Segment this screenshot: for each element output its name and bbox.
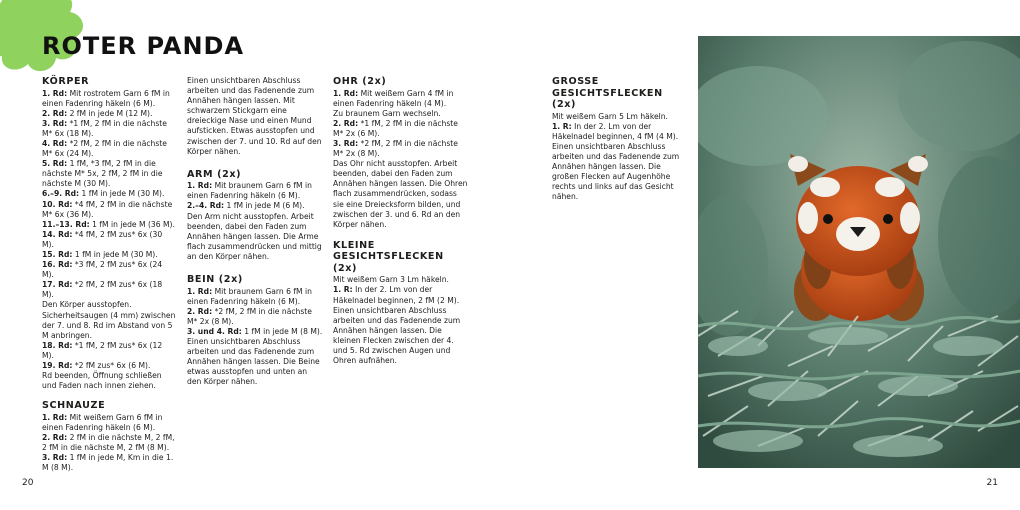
grosse-round <box>552 122 686 142</box>
bein-round <box>187 307 323 327</box>
round-text: *2 fM zus* 6x (6 M). <box>74 361 151 371</box>
round-label: 11.–13. Rd: <box>42 219 90 229</box>
round-label: 1. Rd: <box>333 88 359 98</box>
round-label: 3. Rd: <box>42 118 68 128</box>
koerper-round <box>42 159 176 189</box>
koerper-round <box>42 189 176 199</box>
round-text: Mit braunem Garn 6 fM in einen Fadenring häkeln (6 M). <box>187 286 312 306</box>
round-text: Mit weißem Garn 4 fM in einen Fadenring häkeln (4 M). <box>333 88 454 108</box>
round-label: 16. Rd: <box>42 260 73 270</box>
round-text: 1 fM, *3 fM, 2 fM in die nächste M* 5x, 2 fM, 2 fM in die nächste M (30 M). <box>42 159 163 189</box>
round-text: Mit rostrotem Garn 6 fM in einen Fadenring häkeln (6 M). <box>42 88 170 108</box>
round-text: 1 fM in jede M (8 M). <box>244 326 323 336</box>
bein-note: Einen unsichtbaren Abschluss arbeiten und das Fadenende zum Annähen hängen lassen. Die Beine etwas ausstopfen und unten an den Körper nähen. <box>187 336 320 387</box>
round-label: 18. Rd: <box>42 340 73 350</box>
round-text: 1 fM in jede M (30 M). <box>74 250 158 259</box>
round-text: 2 fM in die nächste M, 2 fM, 2 fM in die nächste M, 2 fM (8 M). <box>42 433 175 453</box>
heading-ohr: OHR (2x) <box>333 76 387 87</box>
red-panda-photo <box>698 36 1020 468</box>
page-title: ROTER PANDA <box>42 32 245 60</box>
round-label: 2.–4. Rd: <box>187 201 225 211</box>
koerper-round <box>42 139 176 159</box>
round-text: *1 fM, 2 fM in die nächste M* 2x (6 M). <box>333 118 458 138</box>
round-text: *4 fM, 2 fM in die nächste M* 6x (36 M). <box>42 199 173 219</box>
round-text: *3 fM, 2 fM zus* 6x (24 M). <box>42 260 163 280</box>
koerper-round <box>42 260 176 280</box>
round-label: 1. Rd: <box>42 412 68 422</box>
heading-bein: BEIN (2x) <box>187 274 243 285</box>
kleine-note: Einen unsichtbaren Abschluss arbeiten und das Fadenende zum Annähen hängen lassen. Die kleinen Flecken zwischen der 4. und 5. Rd zwischen Augen und Ohren aufnähen. <box>333 305 461 366</box>
arm-note: Den Arm nicht ausstopfen. Arbeit beenden, dabei den Faden zum Annähen hängen lassen. Die Arme flach zusammendrücken und mittig an den Körper nähen. <box>187 211 322 261</box>
round-text: Mit braunem Garn 6 fM in einen Fadenring häkeln (6 M). <box>187 181 312 201</box>
heading-kleine-gesichtsflecken: KLEINE GESICHTSFLECKEN (2x) <box>333 239 444 274</box>
round-text: 1 fM in jede M (30 M). <box>81 189 165 199</box>
round-label: 3. Rd: <box>333 138 359 148</box>
round-label: 2. Rd: <box>187 306 213 316</box>
column-grosse-flecken <box>552 76 686 202</box>
round-text: In der 2. Lm von der Häkelnadel beginnen, 4 fM (4 M). <box>552 121 679 141</box>
column-koerper-schnauze <box>42 76 176 473</box>
koerper-round <box>42 220 176 230</box>
round-label: 6.–9. Rd: <box>42 189 80 199</box>
column-arm-bein <box>187 76 323 387</box>
round-label: 1. Rd: <box>42 88 68 98</box>
round-text: 1 fM in jede M (6 M). <box>226 201 305 211</box>
page-number-left: 20 <box>22 478 34 488</box>
koerper-round <box>42 109 176 119</box>
schnauze-round <box>42 433 176 453</box>
round-text: Mit weißem Garn 6 fM in einen Fadenring häkeln (6 M). <box>42 412 163 432</box>
round-text: *4 fM, 2 fM zus* 6x (30 M). <box>42 229 163 249</box>
koerper-round <box>42 361 176 371</box>
koerper-end: Rd beenden, Öffnung schließen und Faden nach innen ziehen. <box>42 371 162 391</box>
heading-koerper: KÖRPER <box>42 76 90 87</box>
kleine-intro: Mit weißem Garn 3 Lm häkeln. <box>333 275 449 285</box>
kleine-round <box>333 285 469 305</box>
ohr-round <box>333 119 469 139</box>
round-text: *1 fM, 2 fM in die nächste M* 6x (18 M). <box>42 118 167 138</box>
schnauze-finish: Einen unsichtbaren Abschluss arbeiten und das Fadenende zum Annähen hängen lassen. Mit schwarzem Stickgarn eine dreieckige Nase und einen Mund aufsticken. Etwas ausstopfen und zwischen der 7. und 10. Rd auf den Körper nähen. <box>187 76 322 156</box>
koerper-round <box>42 341 176 361</box>
arm-round <box>187 181 323 201</box>
round-label: 5. Rd: <box>42 159 68 169</box>
koerper-round <box>42 250 176 260</box>
round-label: 4. Rd: <box>42 138 68 148</box>
ohr-note: Das Ohr nicht ausstopfen. Arbeit beenden, dabei den Faden zum Annähen hängen lassen. Die Ohren flach zusammendrücken, sodass sie eine Dreiecksform bilden, und zwischen der 3. und 6. Rd an den Körper nähen. <box>333 159 468 229</box>
bein-round <box>187 287 323 307</box>
round-text: *2 fM, 2 fM zus* 6x (18 M). <box>42 280 163 300</box>
round-label: 1. R: <box>552 121 572 131</box>
koerper-round <box>42 280 176 300</box>
round-text: 1 fM in jede M, Km in die 1. M (8 M). <box>42 453 174 473</box>
arm-round <box>187 201 323 211</box>
ohr-round <box>333 89 469 109</box>
round-label: 1. R: <box>333 285 353 295</box>
ohr-round <box>333 139 469 159</box>
round-label: 15. Rd: <box>42 250 73 259</box>
round-label: 2. Rd: <box>42 433 68 442</box>
heading-grosse-gesichtsflecken: GROSSE GESICHTSFLECKEN (2x) <box>552 76 663 110</box>
ohr-switch: Zu braunem Garn wechseln. <box>333 108 441 118</box>
round-label: 1. Rd: <box>187 181 213 191</box>
round-label: 14. Rd: <box>42 229 73 239</box>
round-text: *2 fM, 2 fM in die nächste M* 2x (8 M). <box>333 138 458 159</box>
round-text: 2 fM in jede M (12 M). <box>69 108 153 118</box>
grosse-note: Einen unsichtbaren Abschluss arbeiten und das Fadenende zum Annähen hängen lassen. Die großen Flecken auf Augenhöhe rechts und links auf das Gesicht nähen. <box>552 141 680 202</box>
koerper-round <box>42 200 176 220</box>
round-text: *2 fM, 2 fM in die nächste M* 6x (24 M). <box>42 138 167 159</box>
round-label: 3. Rd: <box>42 453 68 463</box>
round-label: 2. Rd: <box>333 118 359 128</box>
heading-schnauze: SCHNAUZE <box>42 400 106 412</box>
round-text: In der 2. Lm von der Häkelnadel beginnen, 2 fM (2 M). <box>333 285 460 305</box>
heading-arm: ARM (2x) <box>187 168 242 180</box>
round-label: 17. Rd: <box>42 280 73 290</box>
round-text: 1 fM in jede M (36 M). <box>92 219 175 229</box>
schnauze-round <box>42 453 176 473</box>
koerper-round <box>42 230 176 250</box>
page-number-right: 21 <box>986 478 998 488</box>
koerper-note: Den Körper ausstopfen. Sicherheitsaugen (4 mm) zwischen der 7. und 8. Rd im Abstand von 5 M anbringen. <box>42 300 176 340</box>
round-label: 10. Rd: <box>42 199 73 209</box>
round-text: *1 fM, 2 fM zus* 6x (12 M). <box>42 340 163 360</box>
round-text: *2 fM, 2 fM in die nächste M* 2x (8 M). <box>187 306 312 326</box>
round-label: 3. und 4. Rd: <box>187 326 242 336</box>
round-label: 19. Rd: <box>42 361 73 371</box>
schnauze-round <box>42 413 176 433</box>
round-label: 2. Rd: <box>42 108 68 118</box>
column-ohr-kleine-flecken <box>333 76 469 366</box>
round-label: 1. Rd: <box>187 286 213 296</box>
koerper-round <box>42 119 176 139</box>
bein-round <box>187 327 323 337</box>
grosse-intro: Mit weißem Garn 5 Lm häkeln. <box>552 111 668 121</box>
koerper-round <box>42 89 176 109</box>
